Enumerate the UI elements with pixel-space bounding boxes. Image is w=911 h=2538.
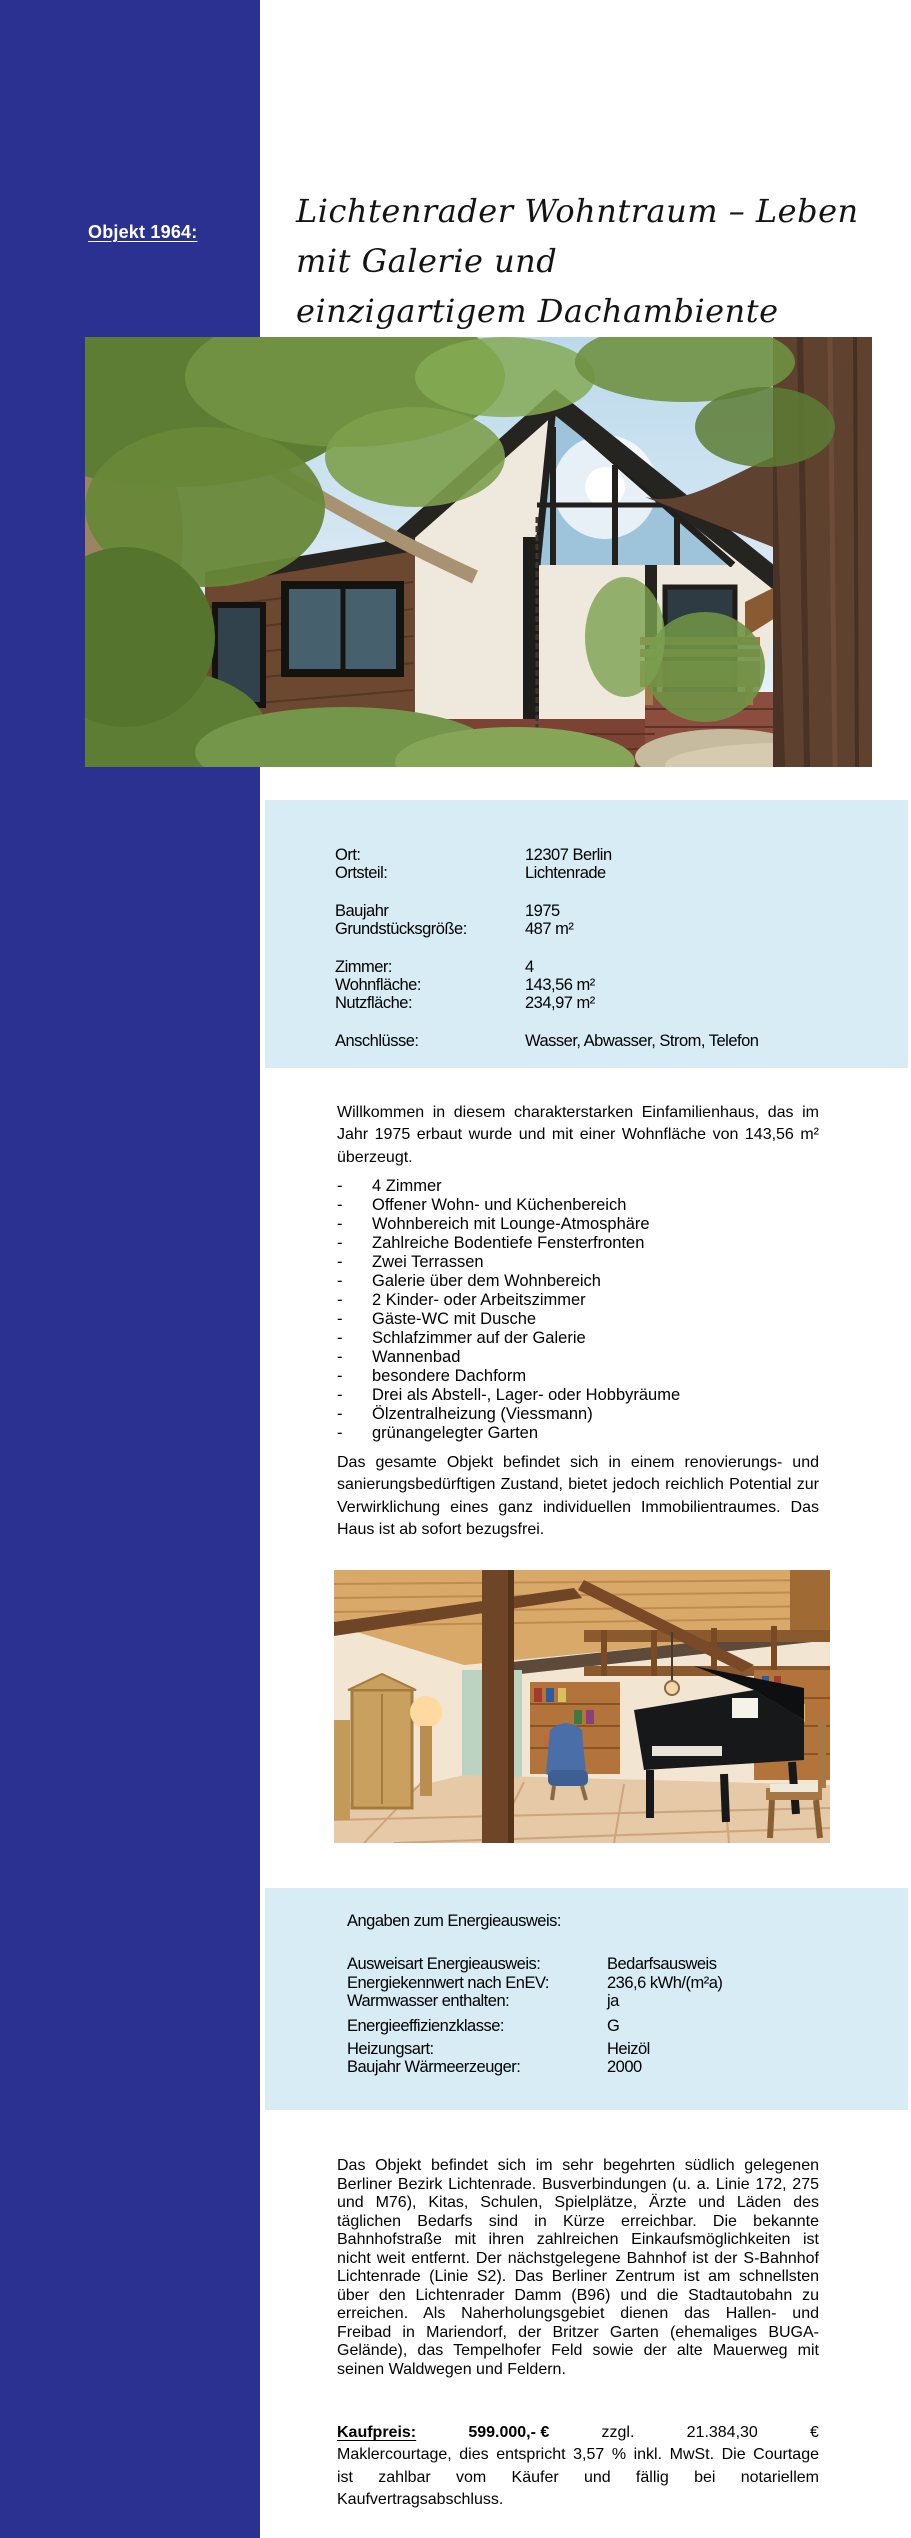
bullet-dash: -	[337, 1253, 343, 1271]
paragraph-line: Jahr 1975 erbaut wurde und mit einer Wohnfläche von 143,56 m²	[337, 1126, 819, 1144]
paragraph-line: täglichen Bedarfs sind in Kürze erreichbar. Die bekannte	[337, 2212, 819, 2230]
bullet-dash: -	[337, 1196, 343, 1214]
fact-value: 4	[525, 957, 534, 976]
feature-item	[337, 1234, 819, 1253]
bullet-dash: -	[337, 1310, 343, 1328]
feature-item	[337, 1253, 819, 1272]
price-amount: 599.000,- €	[468, 2424, 550, 2441]
fact-label: Baujahr	[335, 901, 389, 920]
feature-text: Wannenbad	[372, 1348, 461, 1366]
price-heading: Kaufpreis:	[337, 2424, 417, 2441]
fact-value: 143,56 m²	[525, 976, 595, 995]
energy-row	[347, 1974, 908, 1992]
wood-post	[482, 1570, 508, 1843]
price-courtage-amount: 21.384,30	[686, 2424, 758, 2441]
fact-value: 234,97 m²	[525, 994, 595, 1013]
paragraph-line: überzeugt.	[337, 1148, 413, 1166]
feature-item	[337, 1329, 819, 1348]
facts-panel	[265, 800, 908, 1068]
location-paragraph	[337, 2157, 819, 2379]
bullet-dash: -	[337, 1177, 343, 1195]
feature-text: Schlafzimmer auf der Galerie	[372, 1329, 586, 1347]
energy-value: 236,6 kWh/(m²a)	[607, 1973, 723, 1992]
energy-panel	[265, 1888, 908, 2110]
bullet-dash: -	[337, 1329, 343, 1347]
title-line-1: Lichtenrader Wohntraum – Leben mit Galerie und	[296, 192, 859, 280]
wood-post-shadow	[508, 1570, 514, 1843]
paragraph-line: über den Lichtenrader Damm (B96) und die Stadtautobahn zu	[337, 2286, 819, 2304]
paragraph-line: Das Objekt befindet sich im sehr begehrten südlich gelegenen	[337, 2157, 819, 2174]
paragraph-line: und M76), Kitas, Schulen, Spielplätze, Ärzte und Läden des	[337, 2194, 819, 2211]
feature-item	[337, 1177, 819, 1196]
energy-value: ja	[607, 1992, 619, 2011]
feature-item	[337, 1291, 819, 1310]
paragraph-line: Haus ist ab sofort bezugsfrei.	[337, 1520, 545, 1538]
energy-value: 2000	[607, 2058, 642, 2077]
bullet-dash: -	[337, 1424, 343, 1442]
lamp-glow	[410, 1696, 442, 1728]
fact-row	[335, 958, 908, 976]
paragraph-line: Verwirklichung eines ganz individuellen Immobilientraumes. Das	[337, 1498, 819, 1516]
exterior-photo	[85, 337, 872, 767]
paragraph-line: ist zahlbar vom Käufer und fällig bei notariellem	[337, 2468, 819, 2486]
feature-list	[337, 1177, 819, 1443]
fact-row	[335, 976, 908, 994]
fact-row	[335, 1032, 908, 1050]
page-title	[296, 186, 896, 336]
bullet-dash: -	[337, 1386, 343, 1404]
fact-row	[335, 864, 908, 882]
feature-item	[337, 1348, 819, 1367]
paragraph-line: Kaufvertragsabschluss.	[337, 2490, 504, 2508]
feature-item	[337, 1424, 819, 1443]
paragraph-line: Maklercourtage, dies entspricht 3,57 % inkl. MwSt. Die Courtage	[337, 2446, 819, 2464]
energy-rows	[347, 1955, 908, 2076]
bullet-dash: -	[337, 1348, 343, 1366]
feature-text: Gäste-WC mit Dusche	[372, 1310, 537, 1328]
bullet-dash: -	[337, 1291, 343, 1309]
feature-text: Ölzentralheizung (Viessmann)	[372, 1405, 593, 1423]
feature-text: grünangelegter Garten	[372, 1424, 539, 1442]
feature-item	[337, 1310, 819, 1329]
energy-row	[347, 1955, 908, 1973]
feature-text: Galerie über dem Wohnbereich	[372, 1272, 601, 1290]
fact-row	[335, 994, 908, 1012]
feature-text: Zahlreiche Bodentiefe Fensterfronten	[372, 1234, 645, 1252]
fact-label: Nutzfläche:	[335, 994, 413, 1013]
fact-value: 12307 Berlin	[525, 846, 612, 864]
fact-row	[335, 920, 908, 938]
paragraph-line: Das gesamte Objekt befindet sich in einem renovierungs- und	[337, 1454, 819, 1471]
sheet-music	[732, 1698, 758, 1718]
energy-heading: Angaben zum Energieausweis:	[347, 1912, 561, 1930]
fact-value: 1975	[525, 901, 560, 920]
feature-text: 4 Zimmer	[372, 1177, 442, 1195]
condition-paragraph	[337, 1452, 819, 1541]
fact-row	[335, 902, 908, 920]
energy-value: G	[607, 2016, 620, 2035]
energy-row	[347, 2058, 908, 2076]
energy-row	[347, 2040, 908, 2058]
feature-text: Drei als Abstell-, Lager- oder Hobbyräume	[372, 1386, 681, 1404]
paragraph-line: erreichen. Als Naherholungsgebiet dienen das Hallen- und	[337, 2305, 819, 2322]
paragraph-line: Freibad in Mariendorf, der Britzer Garten (ehemaliges BUGA-	[337, 2323, 819, 2341]
fact-label: Anschlüsse:	[335, 1031, 419, 1050]
feature-item	[337, 1386, 819, 1405]
fact-value: Lichtenrade	[525, 864, 606, 883]
title-line-2: einzigartigem Dachambiente	[296, 292, 779, 330]
feature-text: besondere Dachform	[372, 1367, 527, 1385]
energy-value: Bedarfsausweis	[607, 1955, 717, 1974]
feature-text: Offener Wohn- und Küchenbereich	[372, 1196, 627, 1214]
paragraph-line: Gelände), das Tempelhofer Feld sowie der alte Mauerweg mit	[337, 2342, 819, 2359]
facts-rows	[335, 846, 908, 1050]
bullet-dash: -	[337, 1367, 343, 1385]
fact-value: Wasser, Abwasser, Strom, Telefon	[525, 1031, 759, 1050]
feature-item	[337, 1367, 819, 1386]
price-currency: €	[810, 2424, 819, 2441]
paragraph-line: Lichtenrade (Linie S2). Das Berliner Zentrum ist am schnellsten	[337, 2268, 819, 2285]
feature-text: 2 Kinder- oder Arbeitszimmer	[372, 1291, 586, 1309]
object-label: Objekt 1964:	[88, 222, 198, 242]
paragraph-line: Willkommen in diesem charakterstarken Einfamilienhaus, das im	[337, 1104, 819, 1121]
bullet-dash: -	[337, 1234, 343, 1252]
fact-row	[335, 846, 908, 864]
feature-item	[337, 1272, 819, 1291]
intro-paragraph	[337, 1102, 819, 1169]
fact-label: Ortsteil:	[335, 864, 388, 883]
paragraph-line: seinen Waldwegen und Feldern.	[337, 2360, 566, 2378]
paragraph-line: sanierungsbedürftigen Zustand, bietet jedoch reichlich Potential zur	[337, 1476, 819, 1494]
price-lines	[337, 2444, 819, 2511]
fact-label: Grundstücksgröße:	[335, 920, 467, 939]
energy-row	[347, 2017, 908, 2035]
energy-label: Warmwasser enthalten:	[347, 1992, 510, 2011]
bullet-dash: -	[337, 1215, 343, 1233]
fact-label: Wohnfläche:	[335, 976, 421, 995]
feature-item	[337, 1215, 819, 1234]
fact-label: Zimmer:	[335, 957, 392, 976]
feature-text: Zwei Terrassen	[372, 1253, 484, 1271]
paragraph-line: nicht weit entfernt. Der nächstgelegene Bahnhof ist der S-Bahnhof	[337, 2249, 819, 2267]
feature-item	[337, 1196, 819, 1215]
energy-label: Energieeffizienzklasse:	[347, 2016, 504, 2035]
energy-label: Energiekennwert nach EnEV:	[347, 1973, 549, 1992]
fact-value: 487 m²	[525, 920, 574, 939]
energy-value: Heizöl	[607, 2039, 650, 2058]
feature-text: Wohnbereich mit Lounge-Atmosphäre	[372, 1215, 650, 1233]
paragraph-line: Bahnhofstraße mit ihren zahlreichen Einkaufsmöglichkeiten ist	[337, 2231, 819, 2248]
energy-label: Baujahr Wärmeerzeuger:	[347, 2058, 521, 2077]
energy-row	[347, 1992, 908, 2010]
price-line	[337, 2422, 819, 2444]
energy-label: Ausweisart Energieausweis:	[347, 1955, 541, 1974]
bullet-dash: -	[337, 1272, 343, 1290]
interior-photo	[334, 1570, 830, 1843]
paragraph-line: Berliner Bezirk Lichtenrade. Busverbindungen (u. a. Linie 172, 275	[337, 2175, 819, 2193]
feature-item	[337, 1405, 819, 1424]
energy-label: Heizungsart:	[347, 2039, 434, 2058]
fact-label: Ort:	[335, 846, 361, 864]
price-zzgl-label: zzgl.	[601, 2424, 635, 2441]
bullet-dash: -	[337, 1405, 343, 1423]
price-block	[337, 2422, 819, 2511]
